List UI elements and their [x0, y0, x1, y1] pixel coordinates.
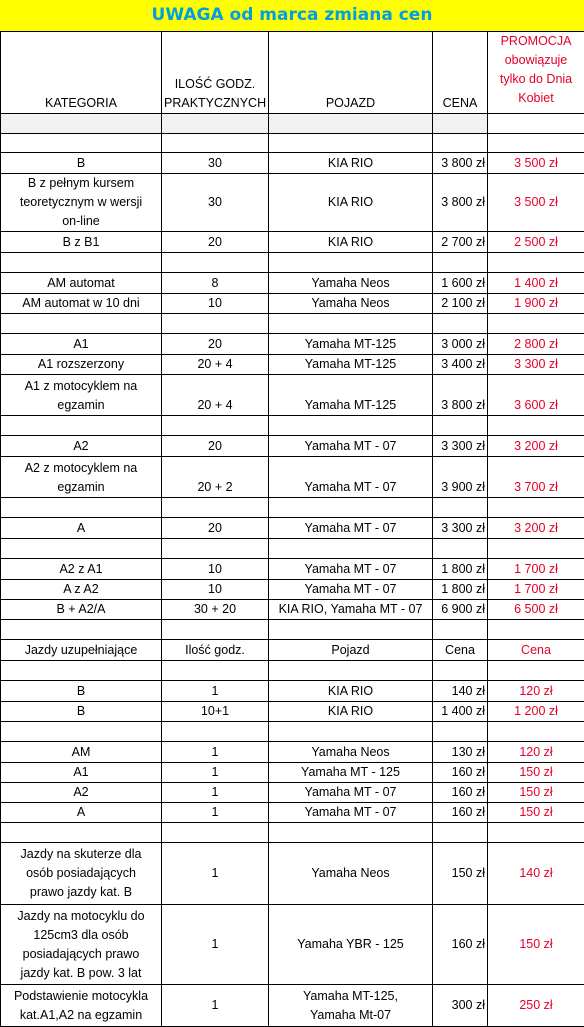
empty-cell [162, 134, 269, 153]
header-pojazd: POJAZD [269, 32, 433, 114]
price-cell: 6 900 zł [433, 600, 488, 620]
hours-cell: 10 [162, 559, 269, 580]
category-cell: Podstawienie motocykla kat.A1,A2 na egzamin [1, 985, 162, 1027]
spacer-row [1, 498, 584, 518]
vehicle-cell: Yamaha MT - 07 [269, 803, 433, 823]
promo-price-cell: Cena [488, 640, 584, 661]
empty-cell [433, 253, 488, 273]
empty-cell [433, 620, 488, 640]
header-cena: CENA [433, 32, 488, 114]
hours-cell: 1 [162, 763, 269, 783]
empty-cell [488, 620, 584, 640]
spacer-row [1, 722, 584, 742]
empty-cell [433, 498, 488, 518]
hours-cell: 1 [162, 905, 269, 985]
hours-cell: 1 [162, 681, 269, 702]
vehicle-cell: KIA RIO [269, 232, 433, 253]
price-cell: 2 100 zł [433, 294, 488, 314]
table-row [1, 273, 584, 294]
promo-price-cell: 120 zł [488, 742, 584, 763]
table-row [1, 985, 584, 1027]
empty-cell [488, 253, 584, 273]
price-cell: 3 800 zł [433, 153, 488, 174]
price-cell: 1 800 zł [433, 580, 488, 600]
category-cell: A2 z A1 [1, 559, 162, 580]
vehicle-cell: KIA RIO, Yamaha MT - 07 [269, 600, 433, 620]
hours-cell: 20 [162, 436, 269, 457]
empty-cell [269, 498, 433, 518]
empty-cell [1, 253, 162, 273]
empty-cell [433, 722, 488, 742]
empty-cell [269, 134, 433, 153]
price-cell: 3 400 zł [433, 355, 488, 375]
hours-cell: 10 [162, 580, 269, 600]
empty-cell [269, 539, 433, 559]
vehicle-cell: Yamaha Neos [269, 273, 433, 294]
table-row [1, 518, 584, 539]
category-cell: A1 z motocyklem na egzamin [1, 375, 162, 416]
hours-cell: 20 + 2 [162, 457, 269, 498]
spacer-row [1, 620, 584, 640]
hours-cell: 1 [162, 843, 269, 905]
table-row [1, 600, 584, 620]
price-cell: 300 zł [433, 985, 488, 1027]
promo-price-cell: 150 zł [488, 763, 584, 783]
vehicle-cell: KIA RIO [269, 702, 433, 722]
promo-price-cell: 150 zł [488, 905, 584, 985]
category-cell: B [1, 702, 162, 722]
table-row [1, 559, 584, 580]
empty-cell [162, 114, 269, 134]
price-cell: 130 zł [433, 742, 488, 763]
empty-cell [1, 134, 162, 153]
promo-price-cell: 140 zł [488, 843, 584, 905]
price-cell: 3 300 zł [433, 436, 488, 457]
vehicle-cell: Yamaha MT - 07 [269, 559, 433, 580]
price-cell: 140 zł [433, 681, 488, 702]
empty-cell [1, 114, 162, 134]
empty-cell [433, 134, 488, 153]
table-row [1, 436, 584, 457]
hours-cell: 1 [162, 742, 269, 763]
hours-cell: 30 [162, 153, 269, 174]
hours-cell: 20 + 4 [162, 375, 269, 416]
hours-cell: 10 [162, 294, 269, 314]
category-cell: A1 [1, 334, 162, 355]
vehicle-cell: Yamaha MT - 07 [269, 580, 433, 600]
hours-cell: Ilość godz. [162, 640, 269, 661]
empty-cell [488, 823, 584, 843]
table-row [1, 803, 584, 823]
promo-price-cell: 120 zł [488, 681, 584, 702]
category-cell: A1 [1, 763, 162, 783]
vehicle-cell: Yamaha MT-125 [269, 334, 433, 355]
category-cell: AM automat [1, 273, 162, 294]
table-row [1, 843, 584, 905]
promo-price-cell: 3 200 zł [488, 436, 584, 457]
empty-cell [1, 722, 162, 742]
promo-price-cell: 1 400 zł [488, 273, 584, 294]
empty-cell [488, 114, 584, 134]
price-cell: 160 zł [433, 763, 488, 783]
vehicle-cell: Yamaha MT-125, Yamaha Mt-07 [269, 985, 433, 1027]
hours-cell: 1 [162, 985, 269, 1027]
table-row [1, 580, 584, 600]
empty-cell [488, 661, 584, 681]
empty-cell [488, 498, 584, 518]
empty-cell [1, 661, 162, 681]
vehicle-cell: Yamaha MT - 07 [269, 457, 433, 498]
promo-price-cell: 3 600 zł [488, 375, 584, 416]
empty-cell [1, 823, 162, 843]
empty-cell [269, 416, 433, 436]
header-ilosc: ILOŚĆ GODZ. PRAKTYCZNYCH [162, 32, 269, 114]
price-cell: 1 600 zł [433, 273, 488, 294]
table-row [1, 355, 584, 375]
hours-cell: 1 [162, 803, 269, 823]
promo-price-cell: 3 700 zł [488, 457, 584, 498]
hours-cell: 20 [162, 518, 269, 539]
category-cell: B z B1 [1, 232, 162, 253]
vehicle-cell: Yamaha MT - 07 [269, 436, 433, 457]
empty-cell [488, 722, 584, 742]
vehicle-cell: KIA RIO [269, 153, 433, 174]
spacer-row [1, 661, 584, 681]
empty-cell [433, 823, 488, 843]
vehicle-cell: Yamaha Neos [269, 742, 433, 763]
table-row [1, 742, 584, 763]
spacer-row [1, 134, 584, 153]
table-row [1, 457, 584, 498]
empty-cell [269, 823, 433, 843]
table-row [1, 334, 584, 355]
category-cell: A2 z motocyklem na egzamin [1, 457, 162, 498]
hours-cell: 20 [162, 334, 269, 355]
empty-cell [1, 539, 162, 559]
hours-cell: 20 + 4 [162, 355, 269, 375]
category-cell: A2 [1, 783, 162, 803]
price-cell: 160 zł [433, 905, 488, 985]
vehicle-cell: Yamaha MT - 07 [269, 518, 433, 539]
promo-price-cell: 3 500 zł [488, 174, 584, 232]
category-cell: B [1, 681, 162, 702]
section-header-row [1, 640, 584, 661]
promo-price-cell: 3 200 zł [488, 518, 584, 539]
price-cell: 2 700 zł [433, 232, 488, 253]
spacer-row [1, 314, 584, 334]
spacer-row [1, 416, 584, 436]
empty-cell [162, 314, 269, 334]
empty-cell [269, 253, 433, 273]
table-header-row [1, 32, 584, 114]
price-cell: 3 800 zł [433, 375, 488, 416]
promo-price-cell: 1 700 zł [488, 559, 584, 580]
hours-cell: 8 [162, 273, 269, 294]
empty-cell [488, 134, 584, 153]
empty-cell [1, 498, 162, 518]
table-row [1, 783, 584, 803]
table-row [1, 681, 584, 702]
empty-cell [269, 620, 433, 640]
category-cell: Jazdy na skuterze dla osób posiadających prawo jazdy kat. B [1, 843, 162, 905]
empty-cell [488, 314, 584, 334]
promo-price-cell: 150 zł [488, 783, 584, 803]
spacer-row [1, 539, 584, 559]
table-row [1, 375, 584, 416]
price-cell: 3 000 zł [433, 334, 488, 355]
price-cell: 3 800 zł [433, 174, 488, 232]
empty-cell [162, 722, 269, 742]
vehicle-cell: Yamaha MT - 07 [269, 783, 433, 803]
table-row [1, 294, 584, 314]
price-cell: 1 800 zł [433, 559, 488, 580]
empty-cell [162, 539, 269, 559]
vehicle-cell: Yamaha Neos [269, 294, 433, 314]
promo-price-cell: 250 zł [488, 985, 584, 1027]
category-cell: B + A2/A [1, 600, 162, 620]
spacer-row [1, 823, 584, 843]
empty-cell [433, 661, 488, 681]
price-cell: Cena [433, 640, 488, 661]
spacer-row [1, 114, 584, 134]
table-row [1, 905, 584, 985]
category-cell: A [1, 803, 162, 823]
empty-cell [1, 620, 162, 640]
vehicle-cell: Yamaha YBR - 125 [269, 905, 433, 985]
hours-cell: 30 [162, 174, 269, 232]
price-table [0, 31, 584, 1027]
price-cell: 1 400 zł [433, 702, 488, 722]
category-cell: AM [1, 742, 162, 763]
promo-price-cell: 6 500 zł [488, 600, 584, 620]
table-row [1, 702, 584, 722]
empty-cell [433, 416, 488, 436]
empty-cell [162, 661, 269, 681]
empty-cell [269, 661, 433, 681]
category-cell: AM automat w 10 dni [1, 294, 162, 314]
table-row [1, 232, 584, 253]
empty-cell [162, 823, 269, 843]
promo-price-cell: 150 zł [488, 803, 584, 823]
price-cell: 160 zł [433, 803, 488, 823]
price-cell: 3 300 zł [433, 518, 488, 539]
category-cell: A z A2 [1, 580, 162, 600]
empty-cell [269, 114, 433, 134]
vehicle-cell: Yamaha MT-125 [269, 355, 433, 375]
category-cell: B z pełnym kursem teoretycznym w wersji on-line [1, 174, 162, 232]
empty-cell [162, 416, 269, 436]
category-cell: A2 [1, 436, 162, 457]
empty-cell [162, 498, 269, 518]
empty-cell [433, 539, 488, 559]
empty-cell [1, 314, 162, 334]
empty-cell [488, 416, 584, 436]
promo-price-cell: 3 500 zł [488, 153, 584, 174]
vehicle-cell: Yamaha MT - 125 [269, 763, 433, 783]
table-row [1, 153, 584, 174]
page-title: UWAGA od marca zmiana cen [0, 0, 584, 31]
empty-cell [433, 314, 488, 334]
hours-cell: 30 + 20 [162, 600, 269, 620]
table-row [1, 174, 584, 232]
header-promocja: PROMOCJA obowiązuje tylko do Dnia Kobiet [488, 32, 584, 114]
vehicle-cell: Pojazd [269, 640, 433, 661]
promo-price-cell: 3 300 zł [488, 355, 584, 375]
empty-cell [433, 114, 488, 134]
promo-price-cell: 1 700 zł [488, 580, 584, 600]
vehicle-cell: KIA RIO [269, 174, 433, 232]
promo-price-cell: 1 200 zł [488, 702, 584, 722]
empty-cell [162, 620, 269, 640]
promo-price-cell: 2 500 zł [488, 232, 584, 253]
vehicle-cell: Yamaha MT-125 [269, 375, 433, 416]
price-cell: 3 900 zł [433, 457, 488, 498]
category-cell: A [1, 518, 162, 539]
category-cell: Jazdy uzupełniające [1, 640, 162, 661]
promo-price-cell: 1 900 zł [488, 294, 584, 314]
empty-cell [488, 539, 584, 559]
hours-cell: 10+1 [162, 702, 269, 722]
vehicle-cell: Yamaha Neos [269, 843, 433, 905]
promo-price-cell: 2 800 zł [488, 334, 584, 355]
hours-cell: 1 [162, 783, 269, 803]
price-cell: 160 zł [433, 783, 488, 803]
category-cell: B [1, 153, 162, 174]
table-row [1, 763, 584, 783]
vehicle-cell: KIA RIO [269, 681, 433, 702]
empty-cell [1, 416, 162, 436]
empty-cell [269, 722, 433, 742]
empty-cell [162, 253, 269, 273]
empty-cell [269, 314, 433, 334]
category-cell: A1 rozszerzony [1, 355, 162, 375]
price-cell: 150 zł [433, 843, 488, 905]
header-kategoria: KATEGORIA [1, 32, 162, 114]
hours-cell: 20 [162, 232, 269, 253]
spacer-row [1, 253, 584, 273]
category-cell: Jazdy na motocyklu do 125cm3 dla osób posiadających prawo jazdy kat. B pow. 3 lat [1, 905, 162, 985]
